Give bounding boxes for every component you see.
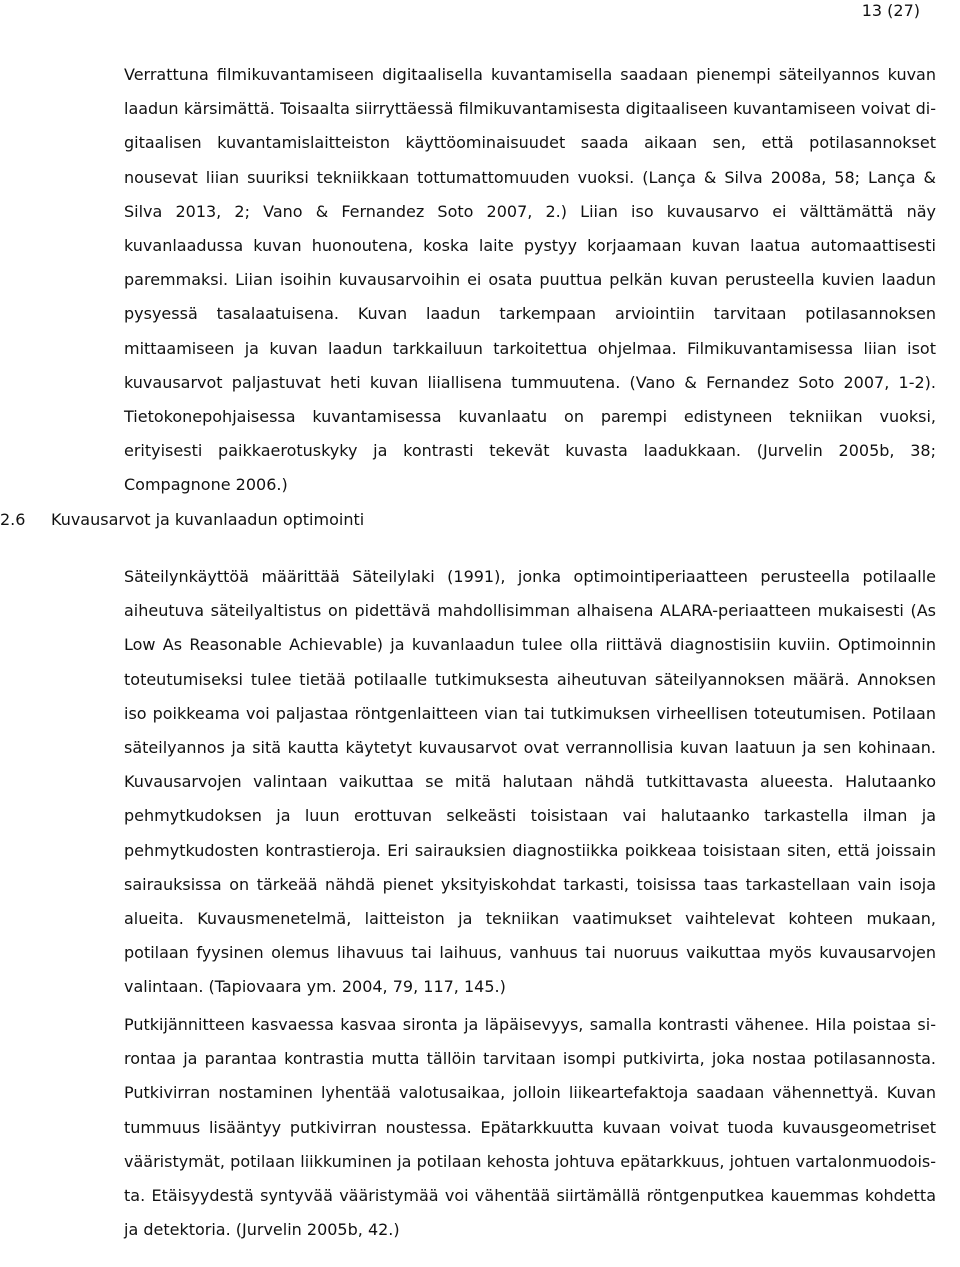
section-number: 2.6 — [0, 510, 26, 529]
paragraph-2: Säteilynkäyttöä määrittää Säteilylaki (1991), jonka optimointiperiaatteen perusteella potilaalle aiheutuva säteilyaltistus on pidettävä mahdollisimman alhaisena ALARA-periaatteen mukaisesti (As Low As Reasonable Achievable) ja kuvanlaadun tulee olla riittävä diagnostisiin kuviin. Optimoinnin toteutumiseksi tulee tietää potilaalle tutkimuksesta aiheutuvan säteilyannoksen määrä. Annoksen iso poikkeama voi paljastaa röntgenlaitteen vian tai tutkimuksen virheellisen toteutumisen. Potilaan säteilyannos ja sitä kautta käytetyt kuvausarvot ovat verrannollisia kuvan laatuun ja sen kohinaan. Kuvausarvojen valintaan vaikuttaa se mitä halutaan nähdä tutkittavasta alueesta. Halutaanko pehmytkudoksen ja luun erottuvan selkeästi toisistaan vai halutaanko tarkastella ilman ja pehmytkudosten kontrastieroja. Eri sairauksien diagnostiikka poikkeaa toisistaan siten, että joissain sairauksissa on tärkeää nähdä pienet yksityiskohdat tarkasti, toisissa taas tarkastellaan vain isoja alueita. Kuvausmenetelmä, laitteiston ja tekniikan vaatimukset vaihtelevat kohteen mukaan, potilaan fyysinen olemus lihavuus tai laihuus, vanhuus tai nuoruus vaikuttaa myös kuvausarvojen valintaan. (Tapiovaara ym. 2004, 79, 117, 145.) — [124, 567, 936, 997]
paragraph-1: Verrattuna filmikuvantamiseen digitaalisella kuvantamisella saadaan pienempi säteilyannos kuvan laadun kärsimättä. Toisaalta siirryttäessä filmikuvantamisesta digitaaliseen kuvantamiseen voivat digitaalisen kuvantamislaitteiston käyttöominaisuudet saada aikaan sen, että potilasannokset nousevat liian suuriksi tekniikkaan tottumattomuuden vuoksi. (Lança & Silva 2008a, 58; Lança & Silva 2013, 2; Vano & Fernandez Soto 2007, 2.) Liian iso kuvausarvo ei välttämättä näy kuvanlaadussa kuvan huonoutena, koska laite pystyy korjaamaan kuvan laatua automaattisesti paremmaksi. Liian isoihin kuvausarvoihin ei osata puuttua pelkän kuvan perusteella kuvien laadun pysyessä tasalaatuisena. Kuvan laadun tarkempaan arviointiin tarvitaan potilasannoksen mittaamiseen ja kuvan laadun tarkkailuun tarkoitettua ohjelmaa. Filmikuvantamisessa liian isot kuvausarvot paljastuvat heti kuvan liiallisena tummuutena. (Vano & Fernandez Soto 2007, 1-2). Tietokonepohjaisessa kuvantamisessa kuvanlaatu on parempi edistyneen tekniikan vuoksi, erityisesti paikkaerotuskyky ja kontrasti tekevät kuvasta laadukkaan. (Jurvelin 2005b, 38; Compagnone 2006.) — [124, 65, 936, 495]
section-heading — [0, 503, 364, 537]
section-title: Kuvausarvot ja kuvanlaadun optimointi — [51, 510, 365, 529]
page-number: 13 (27) — [861, 1, 920, 20]
paragraph-3: Putkijännitteen kasvaessa kasvaa sironta ja läpäisevyys, samalla kontrasti vähenee. Hila poistaa sirontaa ja parantaa kontrastia mutta tällöin tarvitaan isompi putkivirta, joka nostaa potilasannosta. Putkivirran nostaminen lyhentää valotusaikaa, jolloin liikeartefaktoja saadaan vähennettyä. Kuvan tummuus lisääntyy putkivirran noustessa. Epätarkkuutta kuvaan voivat tuoda kuvausgeometriset vääristymät, potilaan liikkuminen ja potilaan kehosta johtuva epätarkkuus, johtuen vartalonmuodoista. Etäisyydestä syntyvää vääristymää voi vähentää siirtämällä röntgenputkea kauemmas kohdetta ja detektoria. (Jurvelin 2005b, 42.) — [124, 1015, 936, 1240]
